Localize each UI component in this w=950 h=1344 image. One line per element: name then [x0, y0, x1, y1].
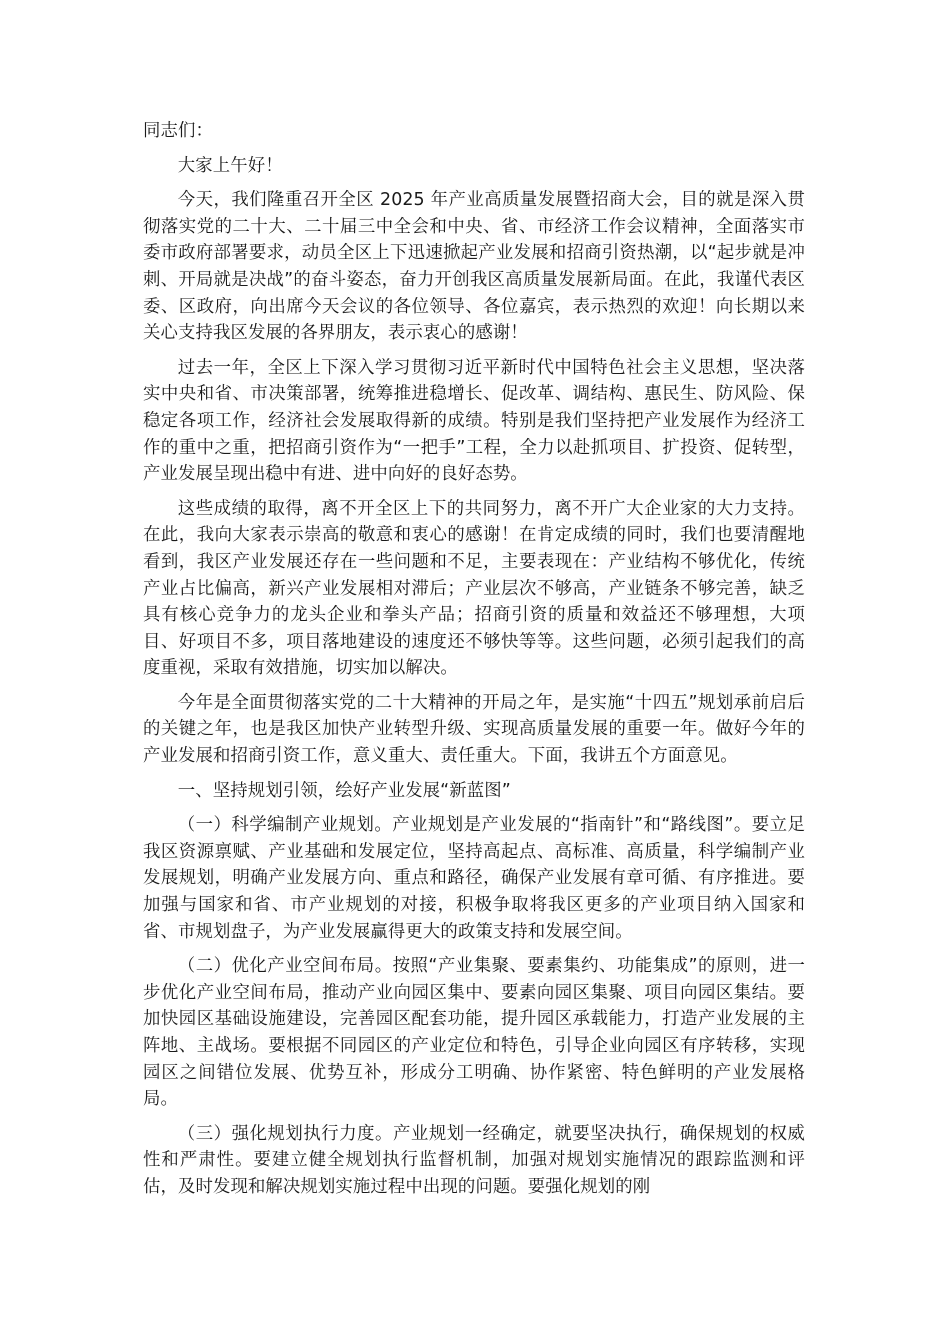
subsection-two: （二）优化产业空间布局。按照“产业集聚、要素集约、功能集成”的原则，进一步优化产业空间布局，推动产业向园区集中、要素向园区集聚、项目向园区集结。要加快园区基础设施建设，完善园区配套功能，提升园区承载能力，打造产业发展的主阵地、主战场。要根据不同园区的产业定位和特色，引导企业向园区有序转移，实现园区之间错位发展、优势互补，形成分工明确、协作紧密、特色鲜明的产业发展格局。: [143, 956, 805, 1110]
paragraph-past-year: 过去一年，全区上下深入学习贯彻习近平新时代中国特色社会主义思想，坚决落实中央和省、市决策部署，统筹推进稳增长、促改革、调结构、惠民生、防风险、保稳定各项工作，经济社会发展取得新的成绩。特别是我们坚持把产业发展作为经济工作的重中之重，把招商引资作为“一把手”工程，全力以赴抓项目、扩投资、促转型，产业发展呈现出稳中有进、进中向好的良好态势。: [143, 357, 805, 485]
subsection-three: （三）强化规划执行力度。产业规划一经确定，就要坚决执行，确保规划的权威性和严肃性。要建立健全规划执行监督机制，加强对规划实施情况的跟踪监测和评估，及时发现和解决规划实施过程中出现的问题。要强化规划的刚: [143, 1123, 805, 1197]
paragraph-opening: 今天，我们隆重召开全区 2025 年产业高质量发展暨招商大会，目的就是深入贯彻落实党的二十大、二十届三中全会和中央、省、市经济工作会议精神，全面落实市委市政府部署要求，动员全区上下迅速掀起产业发展和招商引资热潮，以“起步就是冲刺、开局就是决战”的奋斗姿态，奋力开创我区高质量发展新局面。在此，我谨代表区委、区政府，向出席今天会议的各位领导、各位嘉宾，表示热烈的欢迎！向长期以来关心支持我区发展的各界朋友，表示衷心的感谢！: [143, 190, 805, 344]
greeting: 大家上午好！: [177, 155, 283, 176]
salutation: 同志们：: [143, 121, 213, 141]
section-heading: 一、坚持规划引领，绘好产业发展“新蓝图”: [177, 780, 511, 801]
paragraph-this-year: 今年是全面贯彻落实党的二十大精神的开局之年，是实施“十四五”规划承前启后的关键之年，也是我区加快产业转型升级、实现高质量发展的重要一年。做好今年的产业发展和招商引资工作，意义重大、责任重大。下面，我讲五个方面意见。: [143, 692, 805, 767]
subsection-one: （一）科学编制产业规划。产业规划是产业发展的“指南针”和“路线图”。要立足我区资源禀赋、产业基础和发展定位，坚持高起点、高标准、高质量，科学编制产业发展规划，明确产业发展方向、重点和路径，确保产业发展有章可循、有序推进。要加强与国家和省、市产业规划的对接，积极争取将我区更多的产业项目纳入国家和省、市规划盘子，为产业发展赢得更大的政策支持和发展空间。: [143, 815, 805, 942]
paragraph-problems: 这些成绩的取得，离不开全区上下的共同努力，离不开广大企业家的大力支持。在此，我向大家表示崇高的敬意和衷心的感谢！在肯定成绩的同时，我们也要清醒地看到，我区产业发展还存在一些问题和不足，主要表现在：产业结构不够优化，传统产业占比偏高，新兴产业发展相对滞后；产业层次不够高，产业链条不够完善，缺乏具有核心竞争力的龙头企业和拳头产品；招商引资的质量和效益还不够理想，大项目、好项目不多，项目落地建设的速度还不够快等等。这些问题，必须引起我们的高度重视，采取有效措施，切实加以解决。: [143, 498, 805, 679]
document-page: [143, 118, 805, 1209]
